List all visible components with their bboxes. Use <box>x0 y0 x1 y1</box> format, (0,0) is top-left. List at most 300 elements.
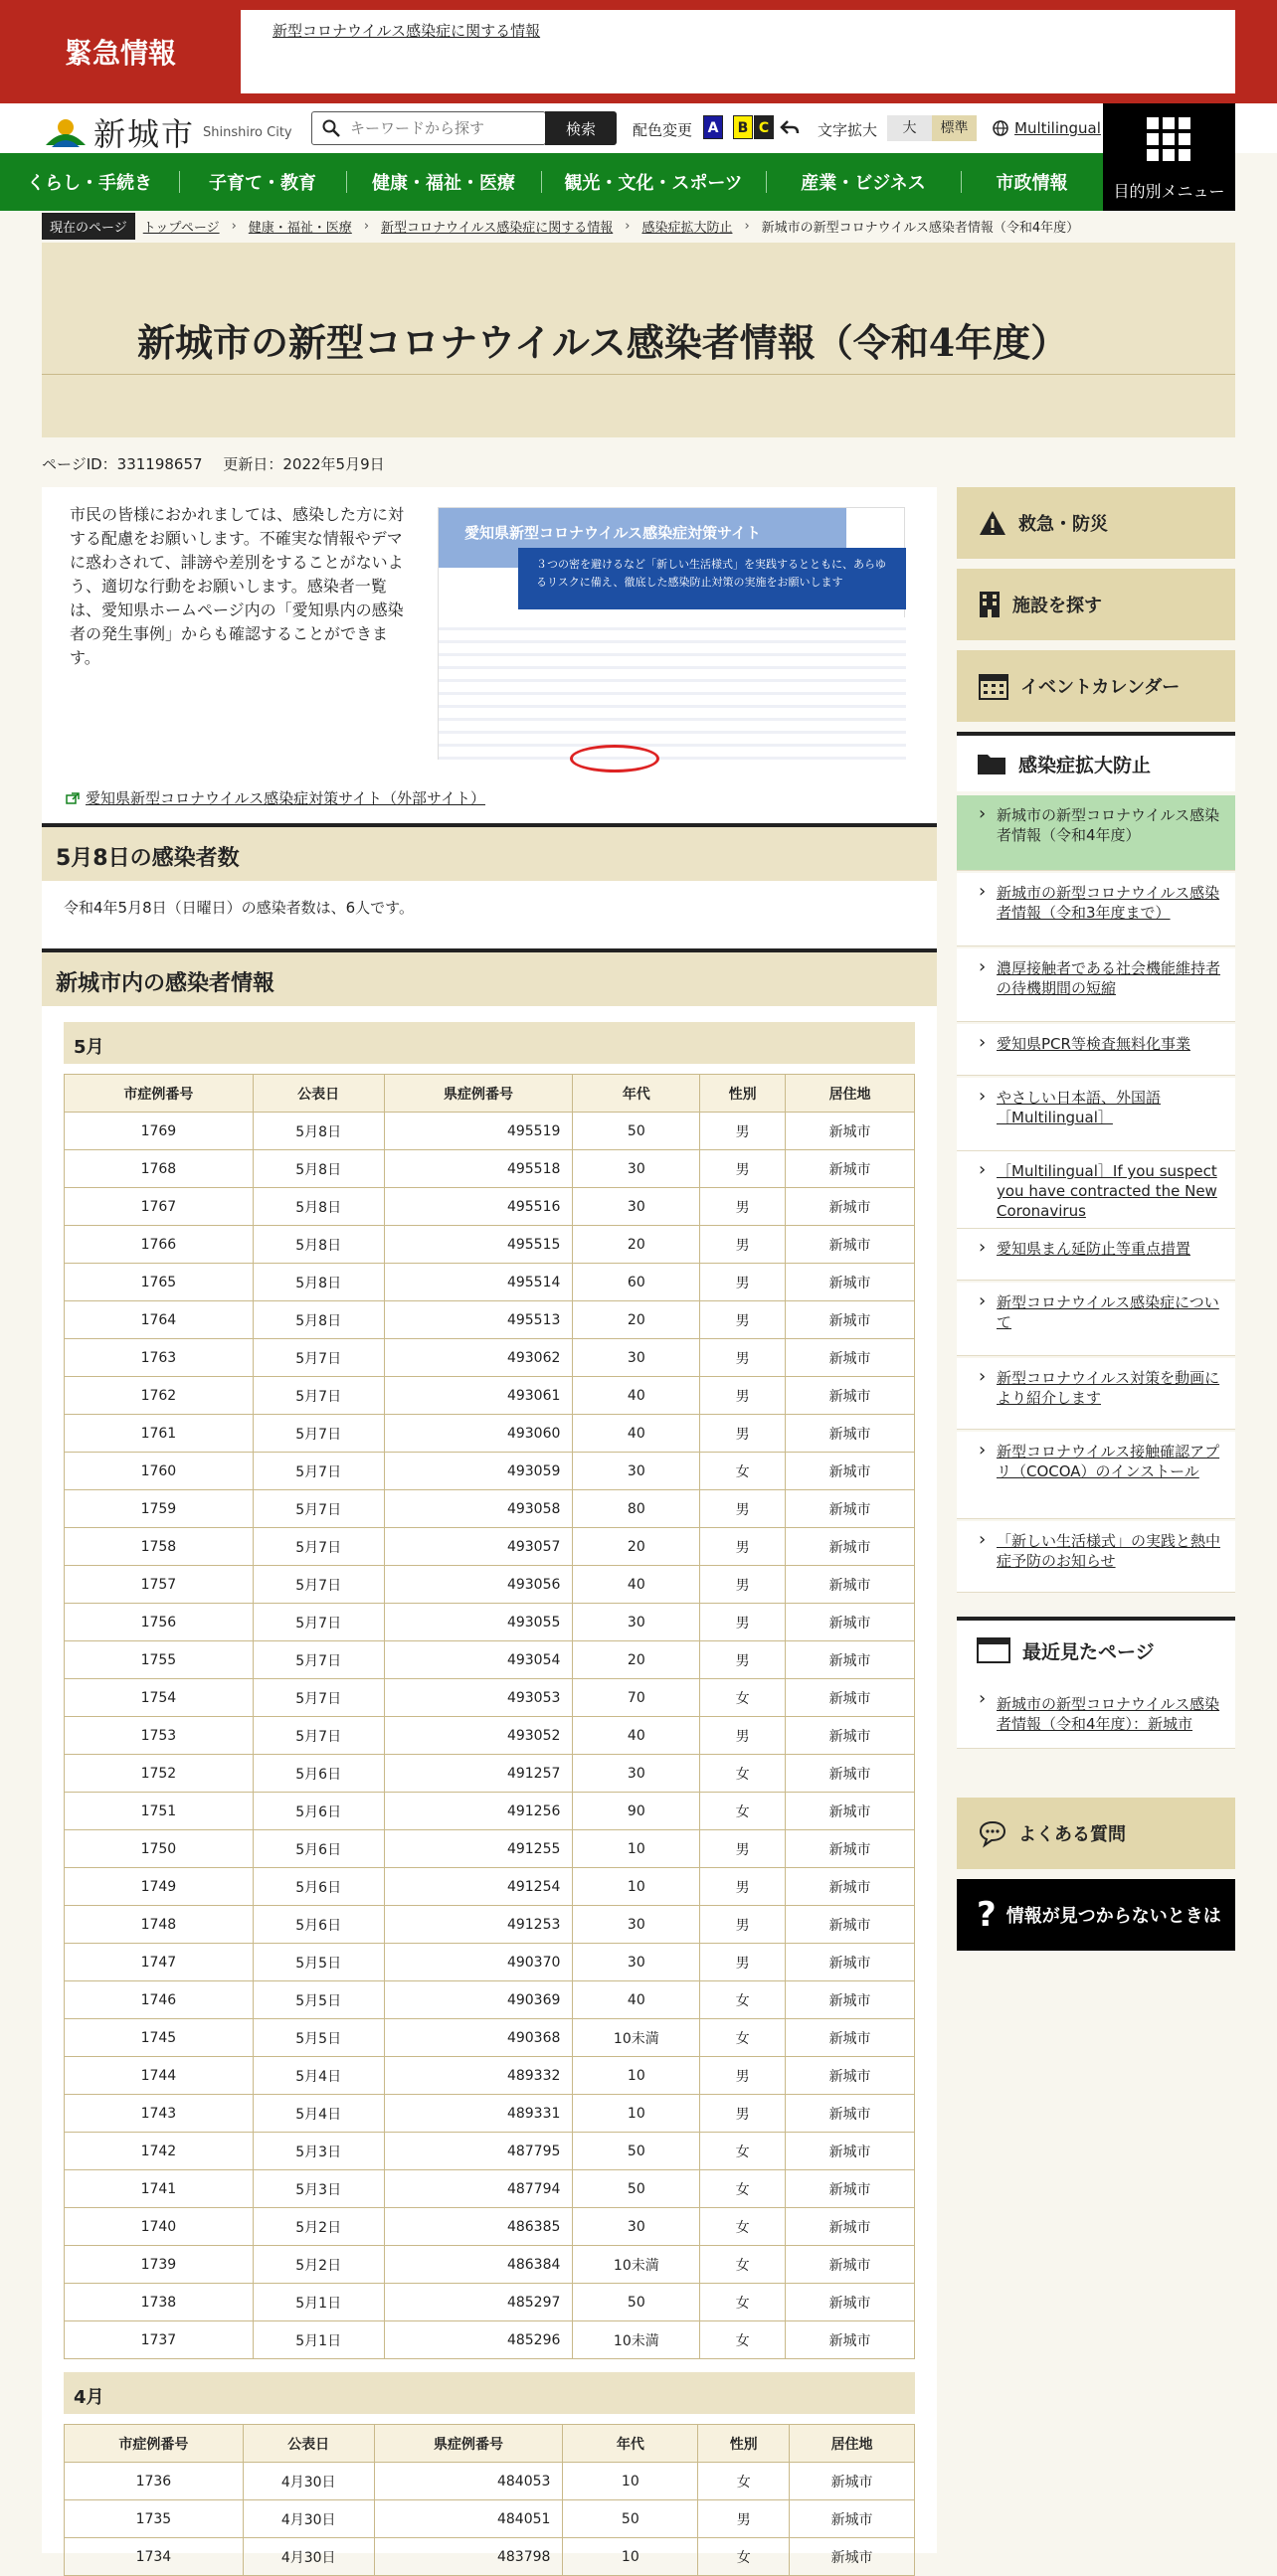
table-cell: 新城市 <box>786 1377 915 1415</box>
table-cell: 新城市 <box>786 1944 915 1981</box>
table-cell: 30 <box>573 1906 700 1944</box>
table-cell: 1745 <box>65 2019 254 2057</box>
table-cell: 1749 <box>65 1868 254 1906</box>
folder-icon <box>977 752 1006 775</box>
table-cell: 1769 <box>65 1113 254 1150</box>
sidebar-link[interactable]: › 愛知県PCR等検査無料化事業 <box>957 1024 1235 1076</box>
table-cell: 新城市 <box>790 2463 915 2500</box>
table-row <box>65 1188 915 1226</box>
table-cell: 485296 <box>384 2321 573 2359</box>
chevron-right-icon: › <box>231 218 237 234</box>
table-row <box>65 1755 915 1793</box>
table-cell: 女 <box>700 2019 786 2057</box>
table-cell: 新城市 <box>786 1150 915 1188</box>
table-cell: 5月3日 <box>253 2170 384 2208</box>
table-row <box>65 1830 915 1868</box>
table-cell: 495514 <box>384 1264 573 1301</box>
table-cell: 40 <box>573 1415 700 1453</box>
table-row <box>65 2057 915 2095</box>
table-cell: 10 <box>573 2057 700 2095</box>
nav-item-health[interactable]: 健康・福祉・医療 <box>346 153 541 211</box>
table-cell: 1747 <box>65 1944 254 1981</box>
column-header: 市症例番号 <box>65 1075 254 1113</box>
font-large-button[interactable]: 大 <box>887 115 932 141</box>
table-cell: 新城市 <box>786 1981 915 2019</box>
sidebar-link[interactable]: › 新型コロナウイルス感染症について <box>957 1283 1235 1356</box>
table-cell: 493053 <box>384 1679 573 1717</box>
table-cell: 5月5日 <box>253 1981 384 2019</box>
section-daily-count-heading: 5月8日の感染者数 <box>42 823 937 881</box>
table-cell: 5月8日 <box>253 1188 384 1226</box>
table-cell: 5月7日 <box>253 1641 384 1679</box>
table-cell: 女 <box>700 1453 786 1490</box>
table-cell: 1755 <box>65 1641 254 1679</box>
table-row <box>65 2321 915 2359</box>
sidebar-section-heading: 感染症拡大防止 <box>957 732 1235 791</box>
table-cell: 1768 <box>65 1150 254 1188</box>
table-cell: 新城市 <box>786 1188 915 1226</box>
table-cell: 新城市 <box>786 1264 915 1301</box>
sidebar-link[interactable]: › 濃厚接触者である社会機能維持者の待機期間の短縮 <box>957 948 1235 1022</box>
nav-item-living[interactable]: くらし・手続き <box>27 173 152 194</box>
table-cell: 女 <box>700 2133 786 2170</box>
page-id: ページID：331198657 <box>42 455 203 473</box>
font-size-label: 文字拡大 <box>818 121 878 139</box>
table-cell: 女 <box>700 2170 786 2208</box>
table-cell: 5月8日 <box>253 1150 384 1188</box>
table-cell: 男 <box>700 1113 786 1150</box>
table-cell: 10未満 <box>573 2246 700 2284</box>
nav-item-city-admin[interactable]: 市政情報 <box>961 153 1103 211</box>
table-cell: 新城市 <box>786 1339 915 1377</box>
table-cell: 5月6日 <box>253 1906 384 1944</box>
aichi-covid-banner[interactable] <box>438 507 905 760</box>
faq-button[interactable]: よくある質問 <box>957 1798 1235 1869</box>
table-cell: 491255 <box>384 1830 573 1868</box>
table-cell: 女 <box>700 1679 786 1717</box>
table-cell: 491256 <box>384 1793 573 1830</box>
table-cell: 486385 <box>384 2208 573 2246</box>
table-cell: 5月7日 <box>253 1377 384 1415</box>
table-cell: 男 <box>700 1490 786 1528</box>
table-cell: 5月5日 <box>253 2019 384 2057</box>
table-cell: 男 <box>700 2057 786 2095</box>
table-cell: 50 <box>573 1113 700 1150</box>
site-logo[interactable] <box>44 109 292 155</box>
emergency-bar <box>0 0 1277 103</box>
column-header: 年代 <box>563 2425 698 2463</box>
table-cell: 493056 <box>384 1566 573 1604</box>
table-row <box>65 2246 915 2284</box>
table-row <box>65 1226 915 1264</box>
table-cell: 10 <box>563 2463 698 2500</box>
breadcrumb-covid[interactable]: 新型コロナウイルス感染症に関する情報 <box>381 220 614 236</box>
table-cell: 女 <box>698 2463 790 2500</box>
table-row <box>65 2133 915 2170</box>
table-cell: 493062 <box>384 1339 573 1377</box>
table-cell: 男 <box>700 1641 786 1679</box>
table-cell: 男 <box>700 1528 786 1566</box>
table-row <box>65 1944 915 1981</box>
table-cell: 1743 <box>65 2095 254 2133</box>
emergency-link[interactable]: 新型コロナウイルス感染症に関する情報 <box>273 22 541 40</box>
table-cell: 5月7日 <box>253 1415 384 1453</box>
table-cell: 男 <box>700 1604 786 1641</box>
table-row <box>65 1301 915 1339</box>
warning-icon <box>979 510 1006 536</box>
table-cell: 5月7日 <box>253 1679 384 1717</box>
table-cell: 5月8日 <box>253 1113 384 1150</box>
table-cell: 5月7日 <box>253 1566 384 1604</box>
table-cell: 491253 <box>384 1906 573 1944</box>
table-cell: 495515 <box>384 1226 573 1264</box>
table-cell: 4月30日 <box>243 2538 374 2576</box>
table-cell: 女 <box>700 2284 786 2321</box>
search-input[interactable] <box>350 116 539 140</box>
chevron-right-icon: › <box>744 218 750 234</box>
table-cell: 10 <box>573 1868 700 1906</box>
table-row <box>65 1868 915 1906</box>
column-header: 居住地 <box>786 1075 915 1113</box>
table-cell: 10未満 <box>573 2321 700 2359</box>
recent-page-link[interactable]: › 新城市の新型コロナウイルス感染者情報（令和4年度）：新城市 <box>957 1680 1235 1749</box>
table-cell: 60 <box>573 1264 700 1301</box>
table-cell: 10 <box>573 2095 700 2133</box>
globe-icon <box>993 120 1008 136</box>
table-cell: 1762 <box>65 1377 254 1415</box>
table-cell: 5月4日 <box>253 2095 384 2133</box>
table-cell: 50 <box>573 2170 700 2208</box>
table-cell: 490368 <box>384 2019 573 2057</box>
table-cell: 40 <box>573 1717 700 1755</box>
table-cell: 493060 <box>384 1415 573 1453</box>
daily-count-text: 令和4年5月8日（日曜日）の感染者数は、6人です。 <box>64 899 414 917</box>
table-row <box>65 1641 915 1679</box>
table-cell: 女 <box>700 2208 786 2246</box>
table-cell: 新城市 <box>786 1453 915 1490</box>
table-cell: 男 <box>700 1717 786 1755</box>
table-cell: 490370 <box>384 1944 573 1981</box>
sidebar-link[interactable]: › 新城市の新型コロナウイルス感染者情報（令和3年度まで） <box>957 873 1235 946</box>
color-change-label: 配色変更 <box>633 121 693 139</box>
table-cell: 20 <box>573 1641 700 1679</box>
chevron-right-icon: › <box>363 218 370 234</box>
table-cell: 5月8日 <box>253 1264 384 1301</box>
table-cell: 男 <box>700 1944 786 1981</box>
sidebar-link[interactable]: › 新型コロナウイルス接触確認アプリ（COCOA）のインストール <box>957 1432 1235 1519</box>
table-cell: 30 <box>573 1755 700 1793</box>
table-row <box>65 2170 915 2208</box>
table-cell: 新城市 <box>786 1641 915 1679</box>
table-row <box>65 1150 915 1188</box>
title-divider <box>42 374 1235 375</box>
table-cell: 5月8日 <box>253 1301 384 1339</box>
table-cell: 男 <box>700 1339 786 1377</box>
table-cell: 1738 <box>65 2284 254 2321</box>
table-cell: 新城市 <box>786 1868 915 1906</box>
multilingual-label: Multilingual <box>1014 119 1101 137</box>
nav-item-business[interactable]: 産業・ビジネス <box>766 153 961 211</box>
table-cell: 1767 <box>65 1188 254 1226</box>
table-cell: 男 <box>700 1906 786 1944</box>
search-icon <box>322 119 340 137</box>
table-cell: 女 <box>698 2538 790 2576</box>
emergency-label: 緊急情報 <box>64 37 176 70</box>
table-cell: 男 <box>700 1264 786 1301</box>
table-cell: 486384 <box>384 2246 573 2284</box>
facilities-button[interactable]: 施設を探す <box>957 569 1235 640</box>
table-row <box>65 1679 915 1717</box>
city-mark-icon <box>44 115 88 149</box>
nav-item-tourism[interactable]: 観光・文化・スポーツ <box>541 153 766 211</box>
table-row <box>65 1981 915 2019</box>
table-cell: 1758 <box>65 1528 254 1566</box>
table-cell: 新城市 <box>786 2019 915 2057</box>
table-cell: 483798 <box>374 2538 563 2576</box>
table-cell: 495513 <box>384 1301 573 1339</box>
table-cell: 1735 <box>65 2500 244 2538</box>
table-row <box>65 1453 915 1490</box>
reset-color-icon[interactable] <box>780 119 800 137</box>
table-cell: 5月6日 <box>253 1868 384 1906</box>
table-cell: 新城市 <box>786 2208 915 2246</box>
table-cell: 493055 <box>384 1604 573 1641</box>
table-cell: 1734 <box>65 2538 244 2576</box>
multilingual-link[interactable] <box>993 119 1101 137</box>
table-cell: 5月6日 <box>253 1793 384 1830</box>
table-cell: 1759 <box>65 1490 254 1528</box>
emergency-disaster-button[interactable]: 救急・防災 <box>957 487 1235 559</box>
table-cell: 1736 <box>65 2463 244 2500</box>
table-cell: 10未満 <box>573 2019 700 2057</box>
column-header: 性別 <box>698 2425 790 2463</box>
table-cell: 男 <box>700 1188 786 1226</box>
table-cell: 男 <box>700 1377 786 1415</box>
table-cell: 女 <box>700 1793 786 1830</box>
table-row <box>65 2019 915 2057</box>
table-cell: 新城市 <box>786 1793 915 1830</box>
browser-window-icon <box>977 1637 1010 1663</box>
breadcrumb <box>42 211 1235 241</box>
table-cell: 1748 <box>65 1906 254 1944</box>
may-cases-table <box>64 1074 915 2359</box>
table-row <box>65 1415 915 1453</box>
question-mark-icon: ? <box>977 1895 997 1935</box>
table-cell: 10 <box>573 1830 700 1868</box>
table-cell: 1741 <box>65 2170 254 2208</box>
table-cell: 1739 <box>65 2246 254 2284</box>
chevron-right-icon: › <box>625 218 631 234</box>
table-cell: 5月4日 <box>253 2057 384 2095</box>
column-header: 県症例番号 <box>384 1075 573 1113</box>
breadcrumb-prevention[interactable]: 感染症拡大防止 <box>641 220 733 236</box>
table-cell: 80 <box>573 1490 700 1528</box>
table-row <box>65 1793 915 1830</box>
table-cell: 5月1日 <box>253 2284 384 2321</box>
table-cell: 新城市 <box>786 1528 915 1566</box>
font-size-switch <box>887 115 977 141</box>
table-cell: 5月6日 <box>253 1830 384 1868</box>
table-cell: 4月30日 <box>243 2500 374 2538</box>
updated-date: 更新日：2022年5月9日 <box>223 455 385 473</box>
table-cell: 495519 <box>384 1113 573 1150</box>
table-cell: 489331 <box>384 2095 573 2133</box>
table-cell: 490369 <box>384 1981 573 2019</box>
table-cell: 新城市 <box>786 2057 915 2095</box>
table-cell: 1742 <box>65 2133 254 2170</box>
table-cell: 5月2日 <box>253 2246 384 2284</box>
table-cell: 新城市 <box>786 2321 915 2359</box>
external-link[interactable] <box>66 787 485 808</box>
table-row <box>65 1604 915 1641</box>
table-cell: 新城市 <box>786 1490 915 1528</box>
table-cell: 493059 <box>384 1453 573 1490</box>
global-nav <box>0 153 1103 211</box>
column-header: 市症例番号 <box>65 2425 244 2463</box>
sidebar-link[interactable]: › 「新しい生活様式」の実践と熱中症予防のお知らせ <box>957 1521 1235 1593</box>
table-cell: 493057 <box>384 1528 573 1566</box>
purpose-menu-button[interactable] <box>1103 103 1235 211</box>
breadcrumb-top[interactable]: トップページ <box>142 220 220 236</box>
building-icon <box>979 591 1001 618</box>
event-calendar-button[interactable]: イベントカレンダー <box>957 650 1235 722</box>
may-heading: 5月 <box>64 1022 915 1064</box>
table-cell: 新城市 <box>786 1755 915 1793</box>
table-cell: 493058 <box>384 1490 573 1528</box>
table-cell: 30 <box>573 1339 700 1377</box>
section-cases-heading: 新城市内の感染者情報 <box>42 948 937 1006</box>
table-cell: 1751 <box>65 1793 254 1830</box>
table-cell: 新城市 <box>790 2500 915 2538</box>
table-cell: 1761 <box>65 1415 254 1453</box>
sidebar-link[interactable]: › 新型コロナウイルス対策を動画により紹介します <box>957 1358 1235 1430</box>
site-header <box>0 103 1277 153</box>
table-row <box>65 1490 915 1528</box>
table-cell: 5月7日 <box>253 1490 384 1528</box>
table-cell: 1765 <box>65 1264 254 1301</box>
table-row <box>65 1528 915 1566</box>
april-cases-table <box>64 2424 915 2576</box>
april-heading: 4月 <box>64 2372 915 2414</box>
table-cell: 新城市 <box>786 1604 915 1641</box>
sidebar-link[interactable]: › ［Multilingual］If you suspect you have contracted the New Coronavirus <box>957 1151 1235 1229</box>
search-button[interactable]: 検索 <box>545 111 617 145</box>
table-cell: 新城市 <box>786 2133 915 2170</box>
table-row <box>65 1339 915 1377</box>
table-row <box>65 1377 915 1415</box>
table-cell: 30 <box>573 1453 700 1490</box>
main-content <box>42 487 937 2566</box>
banner-highlight <box>570 745 659 773</box>
breadcrumb-current-label: 現在のページ <box>42 213 135 240</box>
table-row <box>65 2463 915 2500</box>
breadcrumb-health[interactable]: 健康・福祉・医療 <box>248 220 352 236</box>
table-row <box>65 1717 915 1755</box>
table-cell: 5月7日 <box>253 1339 384 1377</box>
table-cell: 男 <box>700 1830 786 1868</box>
banner-title: 愛知県新型コロナウイルス感染症対策サイト <box>464 524 762 542</box>
table-cell: 20 <box>573 1301 700 1339</box>
table-cell: 40 <box>573 1981 700 2019</box>
table-cell: 484053 <box>374 2463 563 2500</box>
column-header: 居住地 <box>790 2425 915 2463</box>
sidebar-link[interactable]: › やさしい日本語、外国語［Multilingual］ <box>957 1078 1235 1151</box>
table-cell: 新城市 <box>786 1830 915 1868</box>
city-name: 新城市 <box>93 115 196 153</box>
table-cell: 女 <box>700 2246 786 2284</box>
font-standard-button[interactable]: 標準 <box>932 115 977 141</box>
table-cell: 1753 <box>65 1717 254 1755</box>
table-cell: 30 <box>573 2208 700 2246</box>
table-cell: 30 <box>573 1150 700 1188</box>
table-cell: 新城市 <box>786 1301 915 1339</box>
table-cell: 487794 <box>384 2170 573 2208</box>
table-cell: 50 <box>573 2284 700 2321</box>
table-cell: 男 <box>700 1415 786 1453</box>
table-cell: 491254 <box>384 1868 573 1906</box>
table-cell: 493052 <box>384 1717 573 1755</box>
table-cell: 男 <box>700 1150 786 1188</box>
table-cell: 40 <box>573 1377 700 1415</box>
not-found-help-button[interactable]: ? 情報が見つからないときは <box>957 1879 1235 1951</box>
external-link-text: 愛知県新型コロナウイルス感染症対策サイト（外部サイト） <box>86 789 486 807</box>
column-header: 年代 <box>573 1075 700 1113</box>
table-cell: 新城市 <box>786 1717 915 1755</box>
table-cell: 1754 <box>65 1679 254 1717</box>
speech-bubble-icon <box>979 1820 1006 1846</box>
page-title: 新城市の新型コロナウイルス感染者情報（令和4年度） <box>137 320 1069 365</box>
column-header: 県症例番号 <box>374 2425 563 2463</box>
table-cell: 1752 <box>65 1755 254 1793</box>
sidebar-link[interactable]: › 愛知県まん延防止等重点措置 <box>957 1229 1235 1281</box>
nav-item-education[interactable]: 子育て・教育 <box>179 153 346 211</box>
table-cell: 5月3日 <box>253 2133 384 2170</box>
table-cell: 5月6日 <box>253 1755 384 1793</box>
table-cell: 新城市 <box>786 2246 915 2284</box>
table-row <box>65 1566 915 1604</box>
table-cell: 新城市 <box>786 1113 915 1150</box>
table-cell: 1750 <box>65 1830 254 1868</box>
table-cell: 5月7日 <box>253 1528 384 1566</box>
table-cell: 495516 <box>384 1188 573 1226</box>
table-cell: 1764 <box>65 1301 254 1339</box>
table-cell: 1756 <box>65 1604 254 1641</box>
table-cell: 女 <box>700 1981 786 2019</box>
color-a-button[interactable]: A <box>703 115 723 139</box>
table-row <box>65 2208 915 2246</box>
table-cell: 495518 <box>384 1150 573 1188</box>
search-box <box>311 111 546 145</box>
table-cell: 30 <box>573 1944 700 1981</box>
table-cell: 男 <box>700 2095 786 2133</box>
purpose-menu-label: 目的別メニュー <box>1113 182 1225 201</box>
table-row <box>65 1906 915 1944</box>
table-cell: 男 <box>700 1301 786 1339</box>
table-cell: 女 <box>700 1755 786 1793</box>
table-cell: 5月5日 <box>253 1944 384 1981</box>
color-c-button[interactable]: C <box>754 115 774 139</box>
column-header: 公表日 <box>243 2425 374 2463</box>
table-cell: 新城市 <box>786 1679 915 1717</box>
sidebar-link[interactable]: › 新城市の新型コロナウイルス感染者情報（令和4年度） <box>957 795 1235 871</box>
table-cell: 30 <box>573 1604 700 1641</box>
table-row <box>65 2284 915 2321</box>
column-header: 公表日 <box>253 1075 384 1113</box>
table-cell: 487795 <box>384 2133 573 2170</box>
table-cell: 5月8日 <box>253 1226 384 1264</box>
color-b-button[interactable]: B <box>733 115 753 139</box>
table-cell: 5月1日 <box>253 2321 384 2359</box>
